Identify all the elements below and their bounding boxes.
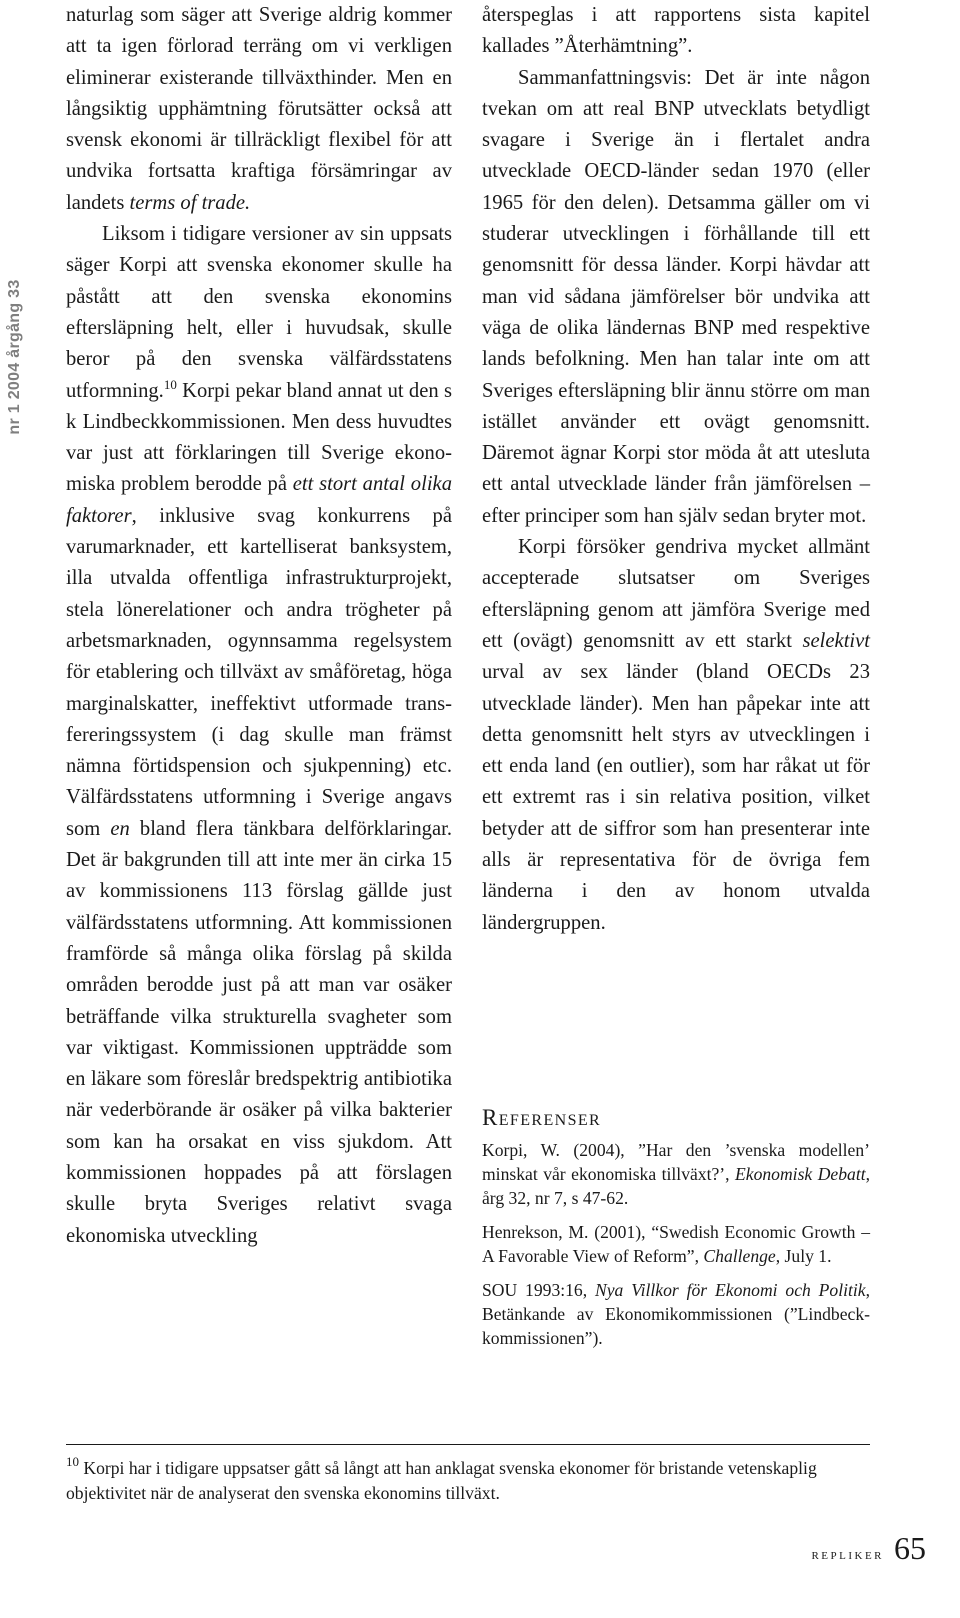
right-column bbox=[482, 0, 870, 939]
paragraph bbox=[66, 0, 452, 219]
paragraph: återspeglas i att rapportens sista kapitel kallades ”Återhämtning”. bbox=[482, 4, 870, 58]
reference-text: Korpi, W. (2004), ”Har den ’svenska modellen’ minskat vår ekonomiska tillväxt?’, bbox=[482, 1140, 870, 1184]
paragraph bbox=[482, 532, 870, 939]
footnote-number: 10 bbox=[66, 1454, 79, 1469]
reference-text: , July 1. bbox=[775, 1246, 832, 1266]
references-list bbox=[482, 1138, 870, 1360]
emphasis-text: selektivt bbox=[802, 629, 870, 652]
footnote-reference: 10 bbox=[163, 376, 177, 392]
emphasis-text: en bbox=[110, 817, 130, 840]
paragraph: Sammanfattningsvis: Det är inte någon tvekan om att real BNP utvecklats betydligt svagare i Sverige än i flertalet andra utvecklade OECD-länder sedan 1970 (eller 1965 för den delen). Detsamma gäller om vi studerar utvecklingen i förhållande till ett genomsnitt för dessa länder. Korpi hävdar att man vid sådana jämförelser bör undvika att väga de olika ländernas BNP med respektive lands befolkning. Men han talar inte om att Sveriges eftersläpning blir ännu större om man istället använder ett ovägt genomsnitt. Däremot ägnar Korpi stor möda åt att utesluta ett antal utvecklade länder från jämförelsen – efter principer som han själv sedan bryter mot. bbox=[482, 66, 870, 527]
reference-item bbox=[482, 1138, 870, 1210]
paragraph-text: urval av sex länder (bland OECDs 23 utvecklade länder). Men han påpekar inte att detta genomsnitt helt styrs av utvecklingen i ett enda land (en outlier), som har råkat ut för ett extremt ras i sin relativa position, vilket betyder att de siffror som han presenterar inte alls är representativa för de övriga fem länderna i den av honom utvalda ländergruppen. bbox=[482, 661, 870, 934]
paragraph-text: Korpi pekar bland annat ut den s k Lindbeckkommissionen. Men dess huvudtes var just att förklaringen till Sverige ekonomiska problem berodde på bbox=[66, 379, 452, 496]
paragraph-text: Liksom i tidigare versioner av sin uppsats säger Korpi att svenska ekonomer skulle ha påstått att den svenska ekonomins eftersläpning helt, eller i huvudsak, skulle beror på den svenska välfärdsstatens utformning. bbox=[66, 223, 452, 402]
reference-text: , Betänkande av Ekonomikommissionen (”Lindbeck-kommissionen”). bbox=[482, 1280, 870, 1348]
footnote-text: Korpi har i tidigare uppsatser gått så långt att han anklagat svenska ekonomer för bristande vetenskaplig objektivitet när de analyserat den svenska ekonomins tillväxt. bbox=[66, 1458, 817, 1503]
reference-source: Challenge bbox=[703, 1246, 776, 1266]
footnote-divider bbox=[66, 1444, 870, 1445]
issue-label: nr 1 2004 årgång 33 bbox=[6, 279, 23, 435]
reference-text: , årg 32, nr 7, s 47-62. bbox=[482, 1164, 870, 1208]
page-number: 65 bbox=[894, 1530, 926, 1566]
emphasis-text: terms of trade. bbox=[129, 191, 251, 214]
reference-item bbox=[482, 1220, 870, 1268]
emphasis-text: ett stort antal olika faktorer bbox=[66, 473, 452, 527]
reference-source: Nya Villkor för Ekonomi och Politik bbox=[595, 1280, 866, 1300]
paragraph-text: , inklusive svag konkurrens på varumarknader, ett kartelliserat banksystem, illa utvalda offentliga infrastrukturprojekt, stela lönerelationer och andra trögheter på arbetsmarknaden, ogynnsamma regelsystem för etablering och tillväxt av småföretag, höga marginalskatter, ineffektivt utformade transfereringssystem (i dag skulle man främst nämna förtidspension och sjukpenning) etc. Välfärdsstatens utformning i Sverige angavs som bbox=[66, 504, 452, 840]
footnote-paragraph bbox=[66, 1456, 870, 1506]
left-column bbox=[66, 0, 452, 1252]
page-footer bbox=[811, 1530, 926, 1570]
reference-source: Ekonomisk Debatt bbox=[735, 1164, 866, 1184]
reference-text: Henrekson, M. (2001), “Swedish Economic Growth – A Favorable View of Reform”, bbox=[482, 1222, 870, 1266]
paragraph bbox=[66, 219, 452, 1252]
paragraph-text: naturlag som säger att Sverige aldrig kommer att ta igen förlorad terräng om vi verkligen eliminerar existerande tillväxthinder. Men en långsiktig upphämtning förutsätter också att svensk ekonomi är tillräckligt flexibel för att undvika fortsatta kraftiga försämringar av landets bbox=[66, 4, 452, 214]
paragraph-text: bland flera tänkbara delförklaringar. Det är bakgrunden till att inte mer än cirka 15 av kommissionens 113 förslag gällde just välfärdsstatens utformning. Att kommissionen framförde så många olika förslag på skilda områden berodde just på att man var osäker beträffande vilka strukturella svagheter som var viktigast. Kommissionen uppträdde som en läkare som föreslår bredspektrig antibiotika när vederbörande är osäker på vilka bakterier som kan ha orsakat en viss sjukdom. Att kommissionen hoppades på att förslagen skulle bryta Sveriges relativt svaga ekonomiska utveckling bbox=[66, 817, 452, 1247]
footnote bbox=[66, 1456, 870, 1506]
section-name: repliker bbox=[811, 1547, 884, 1563]
reference-item bbox=[482, 1278, 870, 1350]
reference-text: SOU 1993:16, bbox=[482, 1280, 595, 1300]
paragraph-text: Korpi försöker gendriva mycket allmänt accepterade slutsatser om Sveriges eftersläpning genom att jämföra Sverige med ett (ovägt) genomsnitt av ett starkt bbox=[482, 536, 870, 652]
references-heading: Referenser bbox=[482, 1105, 602, 1130]
